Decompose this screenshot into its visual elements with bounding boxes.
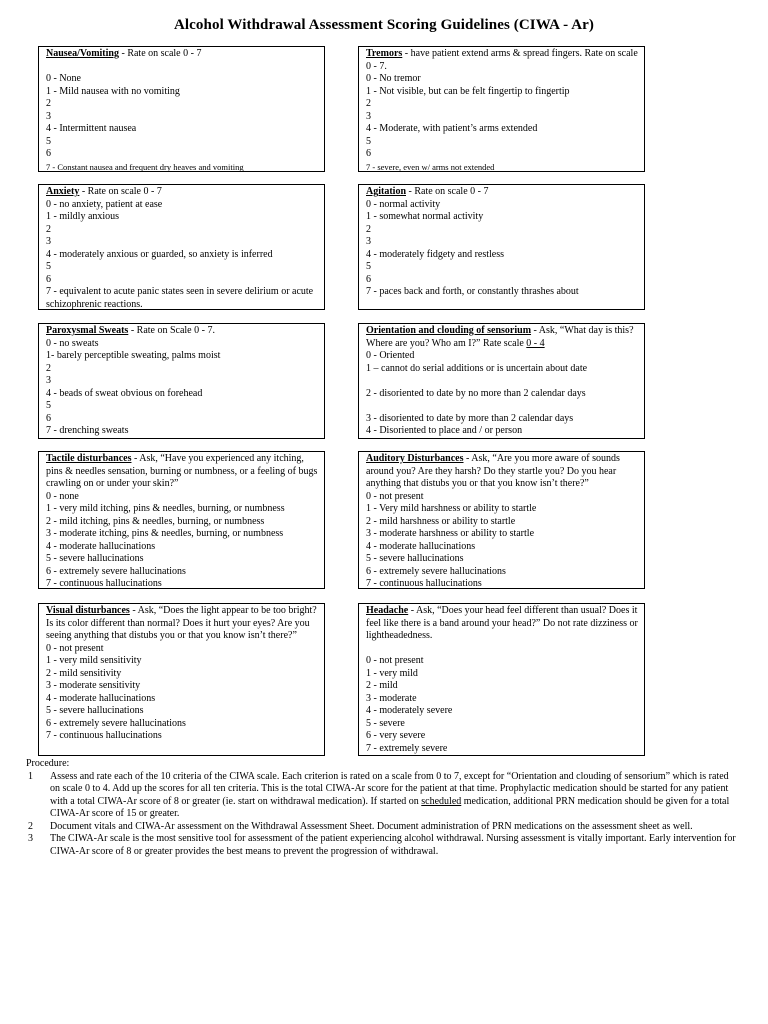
tremors-box [358,46,645,172]
score-line: 6 - extremely severe hallucinations [46,565,186,577]
score-line: 1 - very mild itching, pins & needles, burning, or numbness [46,503,285,514]
score-line: 0 - not present [46,642,104,654]
score-line: 2 [46,98,51,109]
score-line: 2 - mild [366,680,398,691]
step-text: The CIWA-Ar scale is the most sensitive tool for assessment of the patient experiencing alcohol withdrawal. Nursing assessment is vitally important. Early intervention for CIWA-Ar score of 8 or greater provides the best means to prevent the progression of withdrawal. [50,833,736,857]
score-line: 2 - mild itching, pins & needles, burning, or numbness [46,515,265,527]
score-line: 1 – cannot do serial additions or is uncertain about date [366,362,588,374]
score-line: 6 - very severe [366,730,426,741]
score-line: 2 [46,223,51,235]
nausea-vomiting-box [38,46,325,172]
score-line: 7 - severe, even w/ arms not extended [366,161,495,172]
score-line: 4 - moderately fidgety and restless [366,248,505,260]
section-heading: Nausea/Vomiting [46,48,119,59]
score-line: 1 - Not visible, but can be felt fingertip to fingertip [366,85,570,97]
score-line: 5 [46,261,51,272]
score-line: 3 - disoriented to date by more than 2 calendar days [366,412,574,424]
score-line: 7 - Constant nausea and frequent dry heaves and vomiting [46,161,244,172]
section-intro: - Rate on scale 0 - 7 [406,186,489,197]
visual-disturbances-box [38,603,325,756]
score-line: 3 [46,375,51,386]
score-line: 0 - no sweats [46,337,99,349]
score-line: 6 - extremely severe hallucinations [46,717,186,729]
score-line: 5 [46,400,51,411]
score-line: 6 [366,273,371,285]
tactile-disturbances-box [38,451,325,589]
score-line: 0 - Oriented [366,350,415,361]
step-text-underlined: scheduled [421,795,462,807]
section-heading: Visual disturbances [46,605,130,616]
section-heading: Orientation and clouding of sensorium [366,325,532,336]
score-line: 2 - mild sensitivity [46,667,122,679]
score-line: 3 [46,236,51,247]
score-line: 1 - very mild [366,667,418,679]
section-heading: Agitation [366,186,406,197]
score-line: 1 - very mild sensitivity [46,655,142,666]
score-line: 4 - moderate hallucinations [46,692,156,704]
score-line: 6 [46,412,51,424]
score-line: 3 [46,110,51,122]
score-line: 5 - severe [366,717,405,729]
score-line: 0 - None [46,73,81,84]
score-line: 0 - none [46,490,79,502]
score-line: 7 - continuous hallucinations [46,578,162,589]
score-line: 4 - moderately severe [366,705,453,716]
paroxysmal-sweats-box [38,323,325,439]
procedure-label: Procedure: [26,758,70,769]
score-line: 3 [366,236,371,247]
page-title: Alcohol Withdrawal Assessment Scoring Guidelines (CIWA - Ar) [173,17,595,33]
score-line: 1 - somewhat normal activity [366,211,484,222]
procedure-step [26,771,741,821]
section-intro: - Rate on scale 0 - 7 [79,186,162,197]
score-line: 3 [366,110,371,122]
score-line: 7 - paces back and forth, or constantly thrashes about [366,286,579,297]
score-line: 5 - severe hallucinations [46,553,144,564]
section-intro: - Ask, “Have you experienced any itching, pins & needles sensation, burning or numbness, or a feeling of bugs crawling on or under your skin?” [46,453,318,489]
section-heading: Tremors [366,48,403,59]
section-intro: - Ask, “What day is this? Where are you? Who am I?” Rate scale [366,325,634,349]
score-line: 7 - continuous hallucinations [46,730,162,741]
score-line: 5 [366,261,371,272]
section-intro: - Rate on scale 0 - 7 [118,48,202,59]
score-line: 4 - Intermittent nausea [46,123,137,134]
section-heading: Tactile disturbances [46,453,132,464]
procedure-step [26,833,741,858]
score-line: 6 - extremely severe hallucinations [366,565,506,577]
score-line: 3 - moderate itching, pins & needles, burning, or numbness [46,528,284,539]
agitation-box [358,184,645,310]
score-line: 5 - severe hallucinations [46,705,144,716]
score-line: 7 - equivalent to acute panic states seen in severe delirium or acute schizophrenic reactions. [46,286,314,310]
score-line: 2 [366,98,371,109]
headache-box [358,603,645,756]
score-line: 5 - severe hallucinations [366,553,464,564]
score-line: 4 - beads of sweat obvious on forehead [46,387,203,399]
score-line: 0 - normal activity [366,198,441,210]
score-line: 5 [366,135,371,147]
score-line: 4 - moderately anxious or guarded, so anxiety is inferred [46,248,273,260]
step-text: medication, additional PRN medication should be given for a total CIWA-Ar score of 15 or greater. [50,795,730,819]
score-line: 7 - drenching sweats [46,425,129,436]
score-line: 6 [46,148,51,159]
score-line: 1 - Very mild harshness or ability to startle [366,503,537,514]
score-line: 6 [46,273,51,285]
section-intro: - Ask, “Are you more aware of sounds around you? Are they harsh? Do they startle you? Do you hear anything that distubs you or that you know isn’t there?” [366,453,620,489]
score-line: 0 - not present [366,655,424,666]
section-intro: - have patient extend arms & spread fingers. Rate on scale 0 - 7. [366,48,638,72]
step-number: 3 [28,833,33,844]
score-line: 4 - moderate hallucinations [46,540,156,552]
score-line: 2 [46,362,51,374]
section-heading: Anxiety [46,186,80,197]
auditory-disturbances-box [358,451,645,589]
step-text: Document vitals and CIWA-Ar assessment on the Withdrawal Assessment Sheet. Document administration of PRN medications on the assessment sheet as well. [50,820,693,832]
score-line: 7 - continuous hallucinations [366,578,482,589]
anxiety-box [38,184,325,310]
score-line: 3 - moderate sensitivity [46,680,141,691]
score-line: 2 - disoriented to date by no more than 2 calendar days [366,387,586,399]
score-line: 2 [366,223,371,235]
scale-range: 0 - 4 [526,337,545,349]
procedure-step [26,821,741,834]
score-line: 1 - Mild nausea with no vomiting [46,85,180,97]
step-text: Assess and rate each of the 10 criteria of the CIWA scale. Each criterion is rated on a scale from 0 to 7, except for “Orientation and clouding of sensorium” which is rated on scale 0 to 4. Add up the scores for all ten criteria. This is the total CIWA-Ar score for the patient at that time. Prophylactic medication should be started for any patient with a total CIWA-Ar score of 8 or greater (ie. start on withdrawal medication). If started on [50,770,729,807]
score-line: 4 - Disoriented to place and / or person [366,425,523,436]
score-line: 1- barely perceptible sweating, palms moist [46,350,221,361]
section-intro: - Ask, “Does your head feel different than usual? Does it feel like there is a band around your head?” Do not rate dizziness or lightheadedness. [366,605,638,641]
score-line: 0 - no anxiety, patient at ease [46,198,163,210]
score-line: 0 - not present [366,490,424,502]
step-number: 1 [28,770,33,782]
score-line: 3 - moderate harshness or ability to startle [366,528,535,539]
score-line: 7 - extremely severe [366,742,448,754]
score-line: 0 - No tremor [366,73,421,84]
section-heading: Auditory Disturbances [366,453,464,464]
score-line: 3 - moderate [366,692,417,704]
orientation-box [358,323,645,439]
score-line: 5 [46,135,51,147]
score-line: 6 [366,148,371,159]
score-line: 2 - mild harshness or ability to startle [366,515,516,527]
section-heading: Paroxysmal Sweats [46,325,129,336]
step-number: 2 [28,820,33,832]
section-intro: - Ask, “Does the light appear to be too bright? Is its color different than normal? Does it hurt your eyes? Are you seeing anything that distubs you or that you know isn’t there?” [46,605,317,641]
section-heading: Headache [366,605,409,616]
score-line: 4 - moderate hallucinations [366,540,476,552]
score-line: 4 - Moderate, with patient’s arms extended [366,123,538,134]
section-intro: - Rate on Scale 0 - 7. [128,325,215,336]
procedure-section [26,758,741,858]
score-line: 1 - mildly anxious [46,211,120,222]
